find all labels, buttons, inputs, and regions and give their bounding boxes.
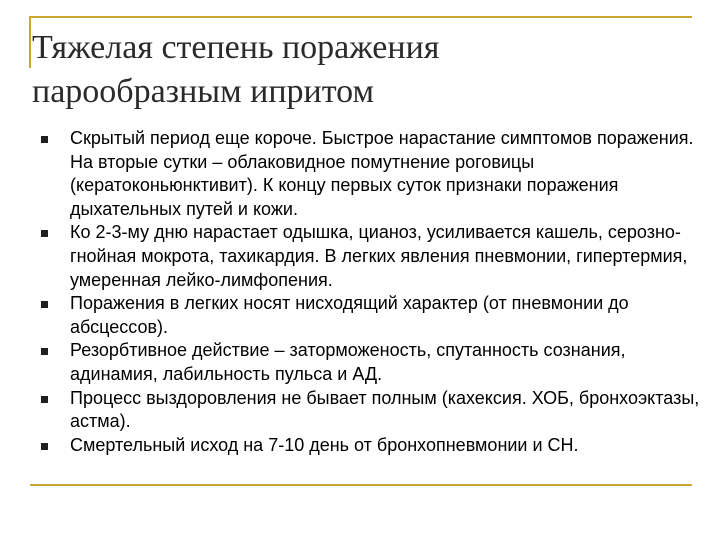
square-bullet-icon [41, 396, 48, 403]
slide-title-line-1: Тяжелая степень поражения [32, 29, 440, 66]
square-bullet-icon [41, 301, 48, 308]
square-bullet-icon [41, 230, 48, 237]
bullet-item [40, 127, 702, 221]
bullet-text: Резорбтивное действие – заторможеность, спутанность сознания, адинамия, лабильность пульса и АД. [70, 340, 626, 384]
square-bullet-icon [41, 136, 48, 143]
bullet-item [40, 221, 702, 292]
square-bullet-icon [41, 443, 48, 450]
bottom-rule [30, 484, 692, 486]
slide-title-line-2: парообразным ипритом [32, 73, 375, 110]
bullet-text: Смертельный исход на 7-10 день от бронхопневмонии и СН. [70, 434, 579, 455]
bullet-text: Скрытый период еще короче. Быстрое нарастание симптомов поражения. На вторые сутки – облаковидное помутнение роговицы (кератоконьюнктивит). К концу первых суток признаки поражения дыхательных путей и кожи. [70, 128, 694, 219]
bullet-item [40, 387, 702, 434]
bullet-text: Поражения в легких носят нисходящий характер (от пневмонии до абсцессов). [70, 293, 629, 337]
top-rule [30, 16, 692, 18]
bullet-item [40, 292, 702, 339]
bullet-item [40, 434, 702, 458]
square-bullet-icon [41, 348, 48, 355]
slide-title [32, 26, 682, 114]
bullet-list [40, 127, 702, 457]
left-rule [29, 16, 31, 68]
bullet-text: Ко 2-3-му дню нарастает одышка, цианоз, усиливается кашель, серозно-гнойная мокрота, тахикардия. В легких явления пневмонии, гипертермия, умеренная лейко-лимфопения. [70, 222, 688, 290]
bullet-item [40, 339, 702, 386]
bullet-text: Процесс выздоровления не бывает полным (кахексия. ХОБ, бронхоэктазы, астма). [70, 387, 700, 432]
